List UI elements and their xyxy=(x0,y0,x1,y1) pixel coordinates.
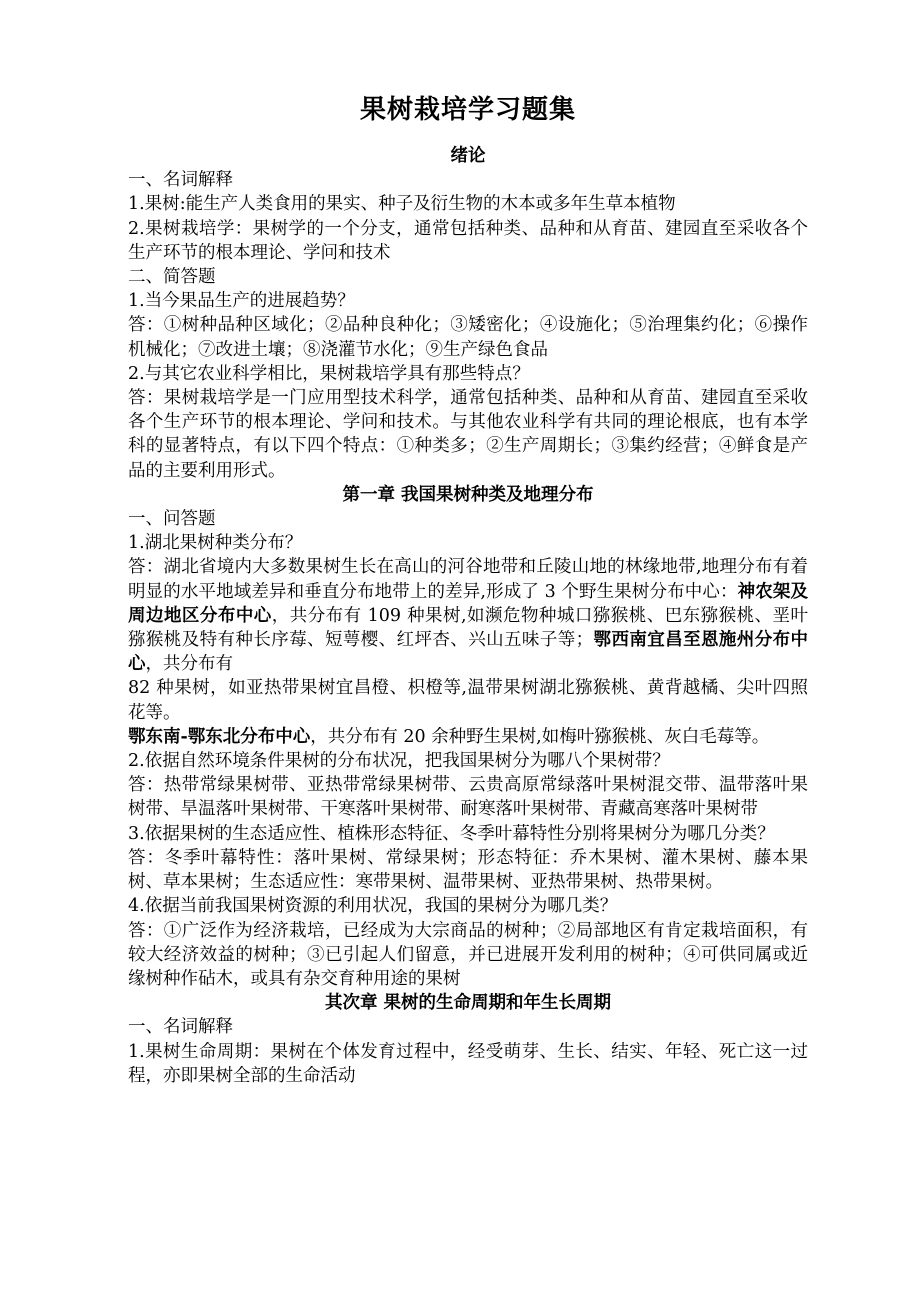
answer-continued: 82 种果树，如亚热带果树宜昌橙、枳橙等,温带果树湖北猕猴桃、黄背越橘、尖叶四照花等。 xyxy=(128,678,808,723)
highlight-region: 鄂东南-鄂东北分布中心 xyxy=(128,726,311,747)
question: 2.与其它农业科学相比，果树栽培学具有那些特点？ xyxy=(128,363,530,384)
document-page xyxy=(128,90,808,1088)
answer: 答：果树栽培学是一门应用型技术科学，通常包括种类、品种和从育苗、建园直至采收各个生产环节的根本理论、学问和技术。与其他农业科学有共同的理论根底，也有本学科的显著特点，有以下四个特点：①种类多；②生产周期长；③集约经营；④鲜食是产品的主要利用形式。 xyxy=(128,388,808,481)
answer-text: ，共分布有 xyxy=(145,654,233,675)
highlight-region: 神农架及周边地区分布中心 xyxy=(128,581,809,626)
question: 1.湖北果树种类分布？ xyxy=(128,533,303,554)
answer: 答：冬季叶幕特性：落叶果树、常绿果树；形态特征：乔木果树、灌木果树、藤本果树、草本果树；生态适应性：寒带果树、温带果树、亚热带果树、热带果树。 xyxy=(128,847,808,893)
question: 3.依据果树的生态适应性、植株形态特征、冬季叶幕特性分别将果树分为哪几分类？ xyxy=(128,823,775,844)
answer-text: ，共分布有 109 种果树,如濒危物种城口猕猴桃、巴东猕猴桃、垩叶猕猴桃及特有种长序莓、短萼樱、红坪杏、兴山五味子等； xyxy=(128,605,808,651)
subsection-heading: 一、名词解释 xyxy=(128,1017,233,1038)
answer xyxy=(128,555,808,676)
subsection-heading: 一、问答题 xyxy=(128,509,216,530)
highlight-region: 鄂西南宜昌至恩施州分布中心 xyxy=(128,630,809,675)
answer-text: ，共分布有 20 余种野生果树,如梅叶猕猴桃、灰白毛莓等。 xyxy=(310,726,770,747)
subsection-heading: 一、名词解释 xyxy=(128,170,233,191)
term-definition: 1.果树:能生产人类食用的果实、种子及衍生物的木本或多年生草本植物 xyxy=(128,194,676,215)
answer-continued xyxy=(128,725,808,749)
section-heading-intro: 绪论 xyxy=(450,146,486,166)
term-definition: 2.果树栽培学：果树学的一个分支，通常包括种类、品种和从育苗、建园直至采收各个生产环节的根本理论、学问和技术 xyxy=(128,218,808,263)
answer: 答：热带常绿果树带、亚热带常绿果树带、云贵高原常绿落叶果树混交带、温带落叶果树带、旱温落叶果树带、干寒落叶果树带、耐寒落叶果树带、青藏高寒落叶果树带 xyxy=(128,775,808,820)
question: 1.当今果品生产的进展趋势？ xyxy=(128,291,355,312)
answer-text: 答：湖北省境内大多数果树生长在高山的河谷地带和丘陵山地的林缘地带,地理分布有着明显的水平地域差异和垂直分布地带上的差异,形成了 3 个野生果树分布中心： xyxy=(128,557,808,602)
answer: 答：①广泛作为经济栽培，已经成为大宗商品的树种；②局部地区有肯定栽培面积，有较大经济效益的树种；③已引起人们留意，并已进展开发利用的树种；④可供同属或近缘树种作砧木，或具有杂交育种用途的果树 xyxy=(128,920,808,989)
answer: 答：①树种品种区域化；②品种良种化；③矮密化；④设施化；⑤治理集约化；⑥操作机械化；⑦改进土壤；⑧浇灌节水化；⑨生产绿色食品 xyxy=(128,315,808,360)
document-title: 果树栽培学习题集 xyxy=(359,95,576,125)
question: 2.依据自然环境条件果树的分布状况，把我国果树分为哪八个果树带？ xyxy=(128,751,670,772)
chapter-heading-2: 其次章 果树的生命周期和年生长周期 xyxy=(324,993,612,1014)
term-definition: 1.果树生命周期：果树在个体发育过程中，经受萌芽、生长、结实、年轻、死亡这一过程，亦即果树全部的生命活动 xyxy=(128,1041,808,1086)
question: 4.依据当前我国果树资源的利用状况，我国的果树分为哪几类？ xyxy=(128,896,618,917)
chapter-heading-1: 第一章 我国果树种类及地理分布 xyxy=(342,484,594,505)
subsection-heading: 二、简答题 xyxy=(128,267,216,288)
